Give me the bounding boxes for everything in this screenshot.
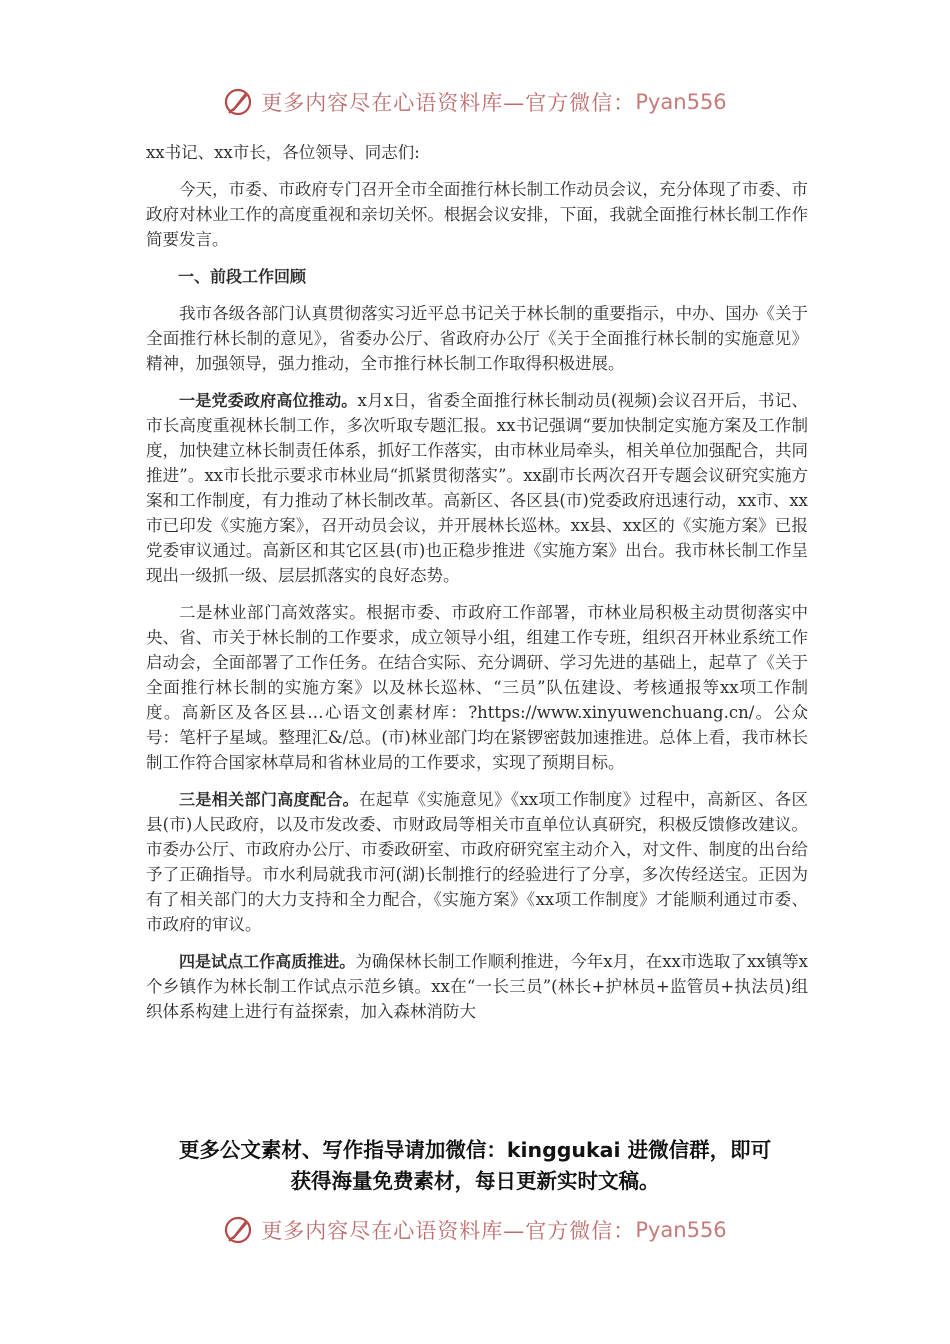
header-banner	[0, 82, 950, 122]
banner-text: 更多内容尽在心语资料库—官方微信：	[261, 1219, 636, 1243]
banner-text: 更多内容尽在心语资料库—官方微信：	[261, 91, 636, 115]
promo-line-2: 获得海量免费素材，每日更新实时文稿。	[290, 1169, 660, 1193]
salutation: xx书记、xx市长，各位领导、同志们:	[146, 143, 420, 162]
paragraph-three-body: 在起草《实施意见》《xx项工作制度》过程中，高新区、各区县(市)人民政府，以及市发改委、市财政局等相关市直单位认真研究，积极反馈修改建议。市委办公厅、市政府办公厅、市委政研室、市政府研究室主动介入，对文件、制度的出台给予了正确指导。市水利局就我市河(湖)长制推行的经验进行了分享，多次传经送宝。正因为有了相关部门的大力支持和全力配合，《实施方案》《xx项工作制度》才能顺利通过市委、市政府的审议。	[146, 790, 808, 934]
footer-banner	[0, 1210, 950, 1250]
paragraph-one-lead: 一是党委政府高位推动。	[179, 391, 358, 410]
paragraph-two: 二是林业部门高效落实。根据市委、市政府工作部署，市林业局积极主动贯彻落实中央、省、市关于林长制的工作要求，成立领导小组，组建工作专班，组织召开林业系统工作启动会，全面部署了工作任务。在结合实际、充分调研、学习先进的基础上，起草了《关于全面推行林长制的实施方案》以及林长巡林、“三员”队伍建设、考核通报等xx项工作制度。高新区及各区县…心语文创素材库：?https://www.xinyuwenchuang.cn/。公众号：笔杆子星域。整理汇&/总。(市)林业部门均在紧锣密鼓加速推进。总体上看，我市林长制工作符合国家林草局和省林业局的工作要求，实现了预期目标。	[146, 603, 808, 772]
banner-wechat-id: Pyan556	[635, 1218, 727, 1242]
quill-logo-icon	[223, 1215, 253, 1245]
paragraph-three-lead: 三是相关部门高度配合。	[179, 790, 360, 809]
paragraph-four-body: 为确保林长制工作顺利推进，今年x月，在xx市选取了xx镇等x个乡镇作为林长制工作试点示范乡镇。xx在“一长三员”(林长+护林员+监管员+执法员)组织体系构建上进行有益探索，加入森林消防大	[146, 952, 808, 1021]
banner-wechat-id: Pyan556	[635, 90, 727, 114]
section-heading: 一、前段工作回顾	[178, 267, 307, 286]
promo-line-1: 更多公文素材、写作指导请加微信：kinggukai 进微信群，即可	[178, 1138, 772, 1162]
quill-logo-icon	[223, 87, 253, 117]
promo-notice	[120, 1135, 830, 1197]
document-body	[146, 140, 808, 1036]
paragraph-one-body: x月x日，省委全面推行林长制动员(视频)会议召开后，书记、市长高度重视林长制工作，多次听取专题汇报。xx书记强调“要加快制定实施方案及工作制度，加快建立林长制责任体系，抓好工作落实，由市林业局牵头，相关单位加强配合，共同推进”。xx市长批示要求市林业局“抓紧贯彻落实”。xx副市长两次召开专题会议研究实施方案和工作制度，有力推动了林长制改革。高新区、各区县(市)党委政府迅速行动，xx市、xx市已印发《实施方案》，召开动员会议，并开展林长巡林。xx县、xx区的《实施方案》已报党委审议通过。高新区和其它区县(市)也正稳步推进《实施方案》出台。我市林长制工作呈现出一级抓一级、层层抓落实的良好态势。	[146, 391, 808, 585]
section-intro-paragraph: 我市各级各部门认真贯彻落实习近平总书记关于林长制的重要指示，中办、国办《关于全面推行林长制的意见》，省委办公厅、省政府办公厅《关于全面推行林长制的实施意见》精神，加强领导，强力推动，全市推行林长制工作取得积极进展。	[146, 304, 808, 373]
intro-paragraph: 今天，市委、市政府专门召开全市全面推行林长制工作动员会议，充分体现了市委、市政府对林业工作的高度重视和亲切关怀。根据会议安排，下面，我就全面推行林长制工作作简要发言。	[146, 180, 808, 249]
paragraph-four-lead: 四是试点工作高质推进。	[179, 952, 356, 971]
paragraph-three	[146, 787, 808, 937]
paragraph-four	[146, 949, 808, 1024]
paragraph-one	[146, 388, 808, 588]
